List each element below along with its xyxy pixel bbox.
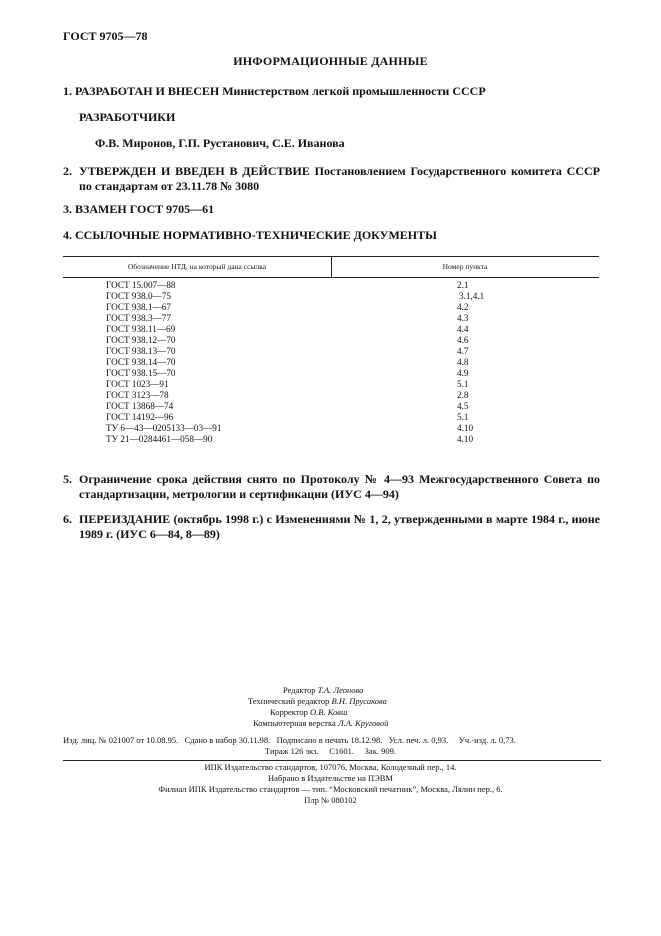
page-title: ИНФОРМАЦИОННЫЕ ДАННЫЕ (233, 54, 428, 68)
table-cell-clause: 4.9 (457, 368, 469, 378)
credit-editor-role: Редактор (283, 685, 316, 695)
credit-corrector-role: Корректор (270, 707, 308, 717)
doc-code: ГОСТ 9705—78 (63, 29, 148, 43)
item-4-number: 4. (63, 228, 72, 242)
item-6-text: ПЕРЕИЗДАНИЕ (октябрь 1998 г.) с Изменениями № 1, 2, утвержденными в марте 1984 г., июне 1989 г. (ИУС 6—84, 8—89) (79, 512, 600, 541)
table-cell-document: ТУ 6—43—0205133—03—91 (106, 423, 222, 433)
table-row (63, 379, 599, 390)
item-1 (63, 84, 486, 99)
table-cell-document: ГОСТ 938.12—70 (106, 335, 176, 345)
table-header-document: Обозначение НТД, на который дана ссылка (127, 262, 267, 271)
table-cell-clause: 4.10 (457, 423, 474, 433)
table-cell-document: ГОСТ 938.3—77 (106, 313, 171, 323)
table-cell-document: ГОСТ 13868—74 (106, 401, 174, 411)
table-cell-clause: 4.7 (457, 346, 469, 356)
table-cell-clause: 4.10 (457, 434, 474, 444)
table-cell-document: ГОСТ 3123—78 (106, 390, 169, 400)
imprint-line-5: Филиал ИПК Издательство стандартов — тип. “Московский печатник”, Москва, Лялин пер., 6. (158, 784, 503, 794)
imprint-line-6: Плр № 080102 (304, 795, 357, 805)
table-row (63, 324, 599, 335)
item-2-text: УТВЕРЖДЕН И ВВЕДЕН В ДЕЙСТВИЕ Постановлением Государственного комитета СССР по стандартам от 23.11.78 № 3080 (79, 164, 600, 193)
item-6-number: 6. (63, 512, 72, 526)
table-cell-document: ГОСТ 938.15—70 (106, 368, 176, 378)
item-3-number: 3. (63, 202, 72, 216)
imprint-line-3: ИПК Издательство стандартов, 107076, Москва, Колодезный пер., 14. (204, 762, 457, 772)
table-row (63, 434, 599, 445)
table-row (63, 423, 599, 434)
table-cell-document: ГОСТ 14192—96 (106, 412, 174, 422)
credit-tech-editor-name: В.Н. Прусакова (331, 696, 387, 706)
table-cell-clause: 3.1,4.1 (459, 291, 485, 301)
item-3 (63, 202, 214, 217)
table-cell-document: ГОСТ 15.007—88 (106, 280, 176, 290)
imprint-line-2: Тираж 126 экз. С1601. Зак. 909. (265, 746, 396, 756)
credit-tech-editor (248, 696, 387, 706)
table-cell-document: ГОСТ 938.13—70 (106, 346, 176, 356)
table-row (63, 390, 599, 401)
imprint-line-1: Изд. лиц. № 021007 от 10.08.95. Сдано в набор 30.11.98. Подписано в печать 18.12.98. Усл. печ. л. 0,93. Уч.-изд. л. 0,73. (63, 735, 516, 745)
imprint-divider (63, 760, 601, 761)
table-header-rule (63, 277, 599, 278)
table-cell-document: ТУ 21—0284461—058—90 (106, 434, 213, 444)
credit-editor-name: Т.А. Леонова (317, 685, 364, 695)
table-cell-document: ГОСТ 938.11—69 (106, 324, 176, 334)
table-header-clause: Номер пункта (442, 262, 488, 271)
table-cell-document: ГОСТ 938.14—70 (106, 357, 176, 367)
item-1-number: 1. (63, 84, 72, 98)
table-row (63, 357, 599, 368)
credit-layout (253, 718, 388, 728)
item-4-text: ССЫЛОЧНЫЕ НОРМАТИВНО-ТЕХНИЧЕСКИЕ ДОКУМЕНТЫ (75, 228, 437, 242)
developers-heading: РАЗРАБОТЧИКИ (79, 110, 176, 124)
developers-names: Ф.В. Миронов, Г.П. Рустанович, С.Е. Иванова (95, 136, 345, 150)
table-cell-document: ГОСТ 938.0—75 (106, 291, 171, 301)
item-5-number: 5. (63, 472, 72, 486)
table-cell-clause: 5.1 (457, 412, 469, 422)
credit-editor (283, 685, 363, 695)
table-cell-clause: 4.8 (457, 357, 469, 367)
table-cell-clause: 4.5 (457, 401, 469, 411)
table-cell-document: ГОСТ 938.1—67 (106, 302, 171, 312)
table-cell-clause: 4.4 (457, 324, 469, 334)
table-row (63, 401, 599, 412)
item-3-text: ВЗАМЕН ГОСТ 9705—61 (75, 202, 215, 216)
credit-layout-name: Л.А. Круговой (337, 718, 389, 728)
table-row (63, 280, 599, 291)
table-row (63, 368, 599, 379)
table-cell-document: ГОСТ 1023—91 (106, 379, 169, 389)
credit-layout-role: Компьютерная верстка (253, 718, 336, 728)
credit-corrector-name: О.В. Ковш (310, 707, 348, 717)
item-2-number: 2. (63, 164, 72, 178)
table-row (63, 412, 599, 423)
credit-tech-editor-role: Технический редактор (248, 696, 330, 706)
item-5-text: Ограничение срока действия снято по Протоколу № 4—93 Межгосударственного Совета по стандартизации, метрологии и сертификации (ИУС 4—94) (79, 472, 600, 501)
table-cell-clause: 4.2 (457, 302, 469, 312)
table-row (63, 302, 599, 313)
credit-corrector (270, 707, 347, 717)
imprint-line-4: Набрано в Издательстве на ПЭВМ (268, 773, 393, 783)
table-cell-clause: 4.6 (457, 335, 469, 345)
item-4 (63, 228, 437, 243)
table-row (63, 291, 599, 302)
table-cell-clause: 5.1 (457, 379, 469, 389)
table-cell-clause: 4.3 (457, 313, 469, 323)
table-row (63, 335, 599, 346)
table-row (63, 346, 599, 357)
table-cell-clause: 2.1 (457, 280, 469, 290)
table-cell-clause: 2.8 (457, 390, 469, 400)
table-row (63, 313, 599, 324)
item-1-text: РАЗРАБОТАН И ВНЕСЕН Министерством легкой промышленности СССР (75, 84, 486, 98)
